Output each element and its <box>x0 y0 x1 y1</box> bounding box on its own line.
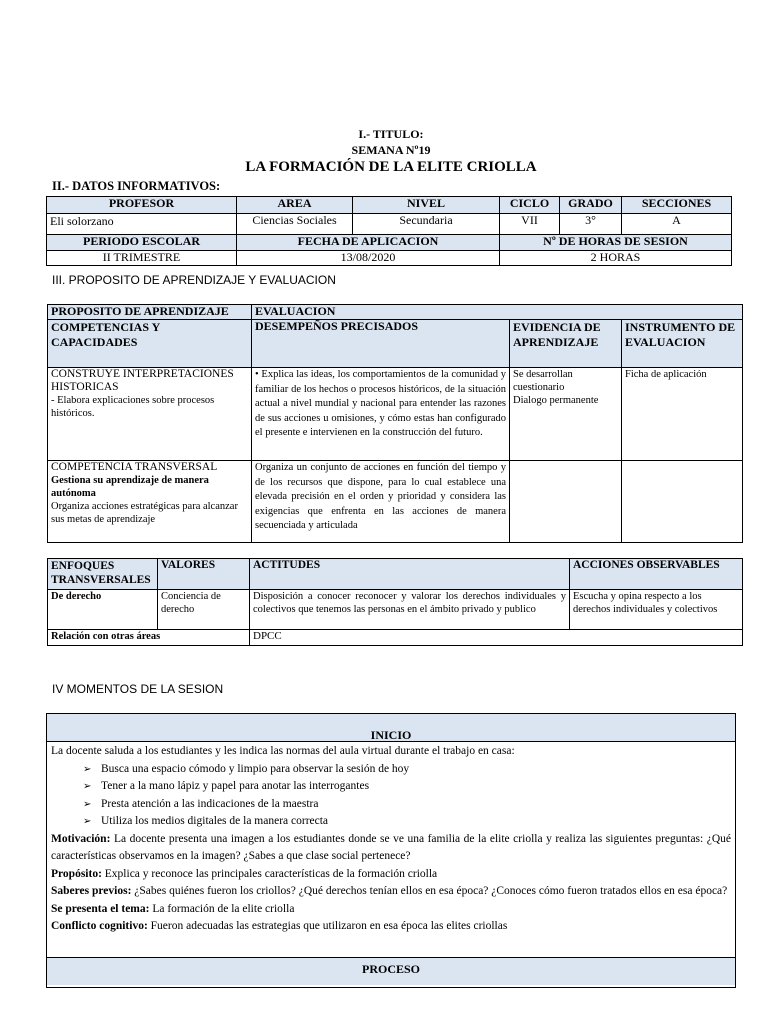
proposito-text: Explica y reconoce las principales características de la formación criolla <box>104 867 438 880</box>
th-valores: VALORES <box>158 559 250 590</box>
relacion-value: DPCC <box>250 630 743 646</box>
th-proposito: PROPOSITO DE APRENDIZAJE <box>48 305 252 320</box>
td-secciones: A <box>622 214 732 235</box>
inicio-bullets <box>51 761 731 831</box>
list-item: ➢ Utiliza los medios digitales de la manera correcta <box>83 813 731 831</box>
td-area: Ciencias Sociales <box>237 214 353 235</box>
page-title: LA FORMACIÓN DE LA ELITE CRIOLLA <box>245 159 537 175</box>
datos-table <box>46 196 732 266</box>
th-nivel: NIVEL <box>353 197 500 214</box>
motivacion-text: La docente presenta una imagen a los estudiantes donde se ve una familia de la elite criolla y realiza las siguientes preguntas: ¿Qué características observamos en la imagen? ¿Sabes a que clase social pertenece? <box>51 832 732 862</box>
th-enfoques: ENFOQUES TRANSVERSALES <box>48 559 158 590</box>
comp-transversal-bold: Gestiona su aprendizaje de manera autónoma <box>51 475 209 499</box>
motivacion-paragraph <box>51 831 731 866</box>
th-desempenos: DESEMPEÑOS PRECISADOS <box>252 320 510 368</box>
th-ciclo: CICLO <box>500 197 560 214</box>
relacion-label: Relación con otras áreas <box>48 630 250 646</box>
list-item: ➢ Busca una espacio cómodo y limpio para observar la sesión de hoy <box>83 761 731 779</box>
td-grado: 3° <box>560 214 622 235</box>
td-profesor: Eli solorzano <box>47 214 237 235</box>
momentos-heading: IV MOMENTOS DE LA SESION <box>52 682 224 696</box>
proposito-paragraph <box>51 866 731 884</box>
th-acciones: ACCIONES OBSERVABLES <box>570 559 743 590</box>
instrumento-text: Ficha de aplicación <box>622 368 743 461</box>
td-nivel: Secundaria <box>353 214 500 235</box>
conflicto-text: Fueron adecuadas las estrategias que utilizaron en esa época las elites criollas <box>150 920 508 932</box>
th-secciones: SECCIONES <box>622 197 732 214</box>
motivacion-label: Motivación: <box>51 832 111 845</box>
saberes-text: ¿Sabes quiénes fueron los criollos? ¿Qué derechos tenían ellos en esa época? ¿Conoces cómo fueron tratados ellos en esa época? <box>134 885 728 897</box>
tema-paragraph <box>51 901 731 919</box>
evidencia-1: Se desarrollan cuestionario <box>513 369 573 393</box>
instrumento-empty <box>622 461 743 543</box>
td-periodo: II TRIMESTRE <box>47 251 237 266</box>
th-instrumento: INSTRUMENTO DE EVALUACION <box>622 320 743 368</box>
tema-label: Se presenta el tema: <box>51 902 150 915</box>
comp-transversal-item: Organiza acciones estratégicas para alcanzar sus metas de aprendizaje <box>51 501 238 525</box>
th-evaluacion: EVALUACION <box>252 305 743 320</box>
th-profesor: PROFESOR <box>47 197 237 214</box>
title-line1: I.- TITULO: <box>358 127 424 141</box>
th-actitudes: ACTITUDES <box>250 559 570 590</box>
datos-heading: II.- DATOS INFORMATIVOS: <box>52 179 221 193</box>
arrow-icon: ➢ <box>83 763 92 775</box>
list-item: ➢ Presta atención a las indicaciones de la maestra <box>83 796 731 814</box>
td-ciclo: VII <box>500 214 560 235</box>
title-line2: SEMANA Nº19 <box>351 143 431 157</box>
proceso-header: PROCESO <box>47 958 735 985</box>
evidencia-empty <box>510 461 622 543</box>
list-item: ➢ Tener a la mano lápiz y papel para anotar las interrogantes <box>83 778 731 796</box>
th-grado: GRADO <box>560 197 622 214</box>
td-valor: Conciencia de derecho <box>158 590 250 630</box>
proposito-table <box>47 304 743 543</box>
arrow-icon: ➢ <box>83 816 92 827</box>
saberes-label: Saberes previos: <box>51 885 132 897</box>
inicio-content <box>47 742 735 958</box>
th-periodo: PERIODO ESCOLAR <box>47 235 237 251</box>
arrow-icon: ➢ <box>83 798 92 810</box>
tema-text: La formación de la elite criolla <box>152 902 295 915</box>
enfoques-table <box>47 558 743 646</box>
th-fecha: FECHA DE APLICACION <box>237 235 500 251</box>
td-horas: 2 HORAS <box>500 251 732 266</box>
conflicto-paragraph <box>51 918 731 936</box>
td-acciones: Escucha y opina respecto a los derechos individuales y colectivos <box>570 590 743 630</box>
conflicto-label: Conflicto cognitivo: <box>51 920 148 932</box>
proposito-label: Propósito: <box>51 867 102 880</box>
td-actitud: Disposición a conocer reconocer y valorar los derechos individuales y colectivos que tenemos las personas en el ámbito privado y publico <box>250 590 570 630</box>
th-area: AREA <box>237 197 353 214</box>
comp-item: - Elabora explicaciones sobre procesos históricos. <box>51 395 215 419</box>
comp-transversal-title: COMPETENCIA TRANSVERSAL <box>51 461 218 473</box>
td-enfoque: De derecho <box>48 590 158 630</box>
proposito-heading: III. PROPOSITO DE APRENDIZAJE Y EVALUACION <box>52 273 336 287</box>
saberes-paragraph <box>51 883 731 901</box>
evidencia-2: Dialogo permanente <box>513 395 599 406</box>
desempeno-text: • Explica las ideas, los comportamientos de la comunidad y familiar de los hechos o procesos históricos, de la situación actual a nivel mundial y nacional para entender las razones de sus acciones u omisiones, y cómo estas han configurado el presente e intervienen en la construcción del futuro. <box>252 368 510 461</box>
momentos-box <box>46 713 736 988</box>
td-fecha: 13/08/2020 <box>237 251 500 266</box>
th-evidencia: EVIDENCIA DE APRENDIZAJE <box>510 320 622 368</box>
inicio-intro: La docente saluda a los estudiantes y les indica las normas del aula virtual durante el trabajo en casa: <box>51 745 515 757</box>
desempeno-transversal: Organiza un conjunto de acciones en función del tiempo y de los recursos que dispone, para lo cual establece una elevada precisión en el orden y prioridad y considera las exigencias que enfrenta en las acciones de manera secuenciada y articulada <box>252 461 510 543</box>
th-competencias: COMPETENCIAS Y CAPACIDADES <box>48 320 252 368</box>
arrow-icon: ➢ <box>83 781 92 792</box>
th-horas: Nº DE HORAS DE SESION <box>500 235 732 251</box>
inicio-header: INICIO <box>47 714 735 742</box>
comp-title: CONSTRUYE INTERPRETACIONES HISTORICAS <box>51 368 234 393</box>
